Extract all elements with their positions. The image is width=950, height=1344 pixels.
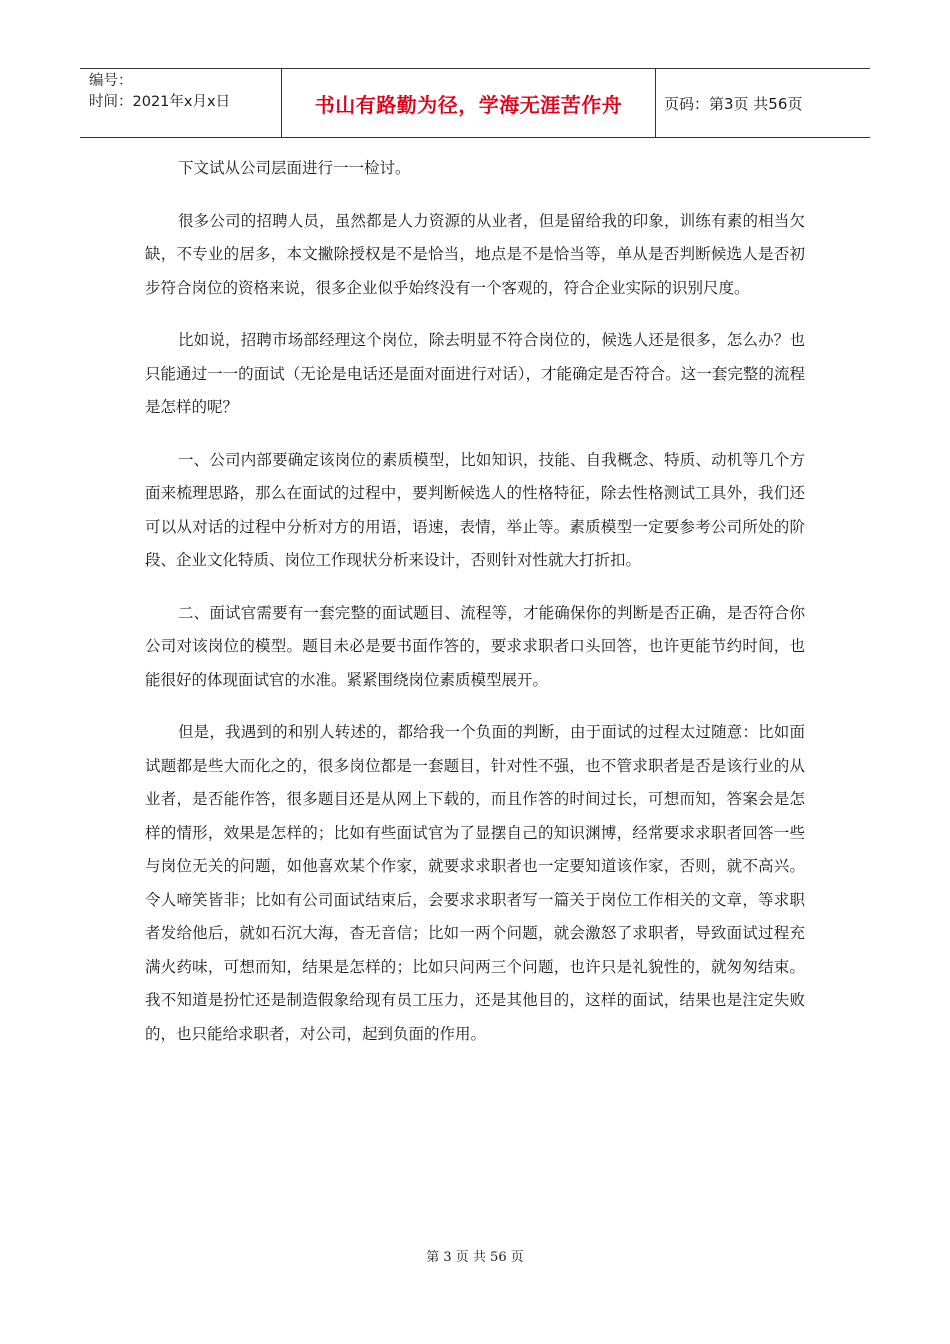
- footer-page-number: 第 3 页 共 56 页: [426, 1250, 524, 1265]
- header-slogan: 书山有路勤为径，学海无涯苦作舟: [314, 92, 623, 117]
- document-number-label: 编号：: [89, 73, 133, 89]
- document-time-label: 时间：2021年x月x日: [89, 94, 231, 110]
- header-slogan-cell: [282, 69, 656, 137]
- paragraph: 一、公司内部要确定该岗位的素质模型，比如知识，技能、自我概念、特质、动机等几个方面来梳理思路，那么在面试的过程中，要判断候选人的性格特征，除去性格测试工具外，我们还可以从对话的过程中分析对方的用语，语速，表情，举止等。素质模型一定要参考公司所处的阶段、企业文化特质、岗位工作现状分析来设计，否则针对性就大打折扣。: [145, 450, 805, 569]
- header-page-cell: [656, 69, 870, 137]
- paragraph: 比如说，招聘市场部经理这个岗位，除去明显不符合岗位的，候选人还是很多，怎么办？也只能通过一一的面试（无论是电话还是面对面进行对话），才能确定是否符合。这一套完整的流程是怎样的呢？: [145, 331, 805, 416]
- paragraph: 下文试从公司层面进行一一检讨。: [178, 159, 411, 177]
- page-footer: [0, 1246, 950, 1265]
- document-header: [80, 68, 870, 138]
- header-info-cell: [80, 69, 282, 137]
- paragraph: 但是，我遇到的和别人转述的，都给我一个负面的判断，由于面试的过程太过随意：比如面试题都是些大而化之的，很多岗位都是一套题目，针对性不强，也不管求职者是否是该行业的从业者，是否能作答，很多题目还是从网上下载的，而且作答的时间过长，可想而知，答案会是怎样的情形，效果是怎样的；比如有些面试官为了显摆自己的知识渊博，经常要求求职者回答一些与岗位无关的问题，如他喜欢某个作家，就要求求职者也一定要知道该作家，否则，就不高兴。令人啼笑皆非；比如有公司面试结束后，会要求求职者写一篇关于岗位工作相关的文章，等求职者发给他后，就如石沉大海，杳无音信；比如一两个问题，就会激怒了求职者，导致面试过程充满火药味，可想而知，结果是怎样的；比如只问两三个问题，也许只是礼貌性的，就匆匆结束。我不知道是扮忙还是制造假象给现有员工压力，还是其他目的，这样的面试，结果也是注定失败的，也只能给求职者，对公司，起到负面的作用。: [145, 723, 805, 1043]
- document-body: [145, 152, 805, 1070]
- paragraph: 二、面试官需要有一套完整的面试题目、流程等，才能确保你的判断是否正确，是否符合你公司对该岗位的模型。题目未必是要书面作答的，要求求职者口头回答，也许更能节约时间，也能很好的体现面试官的水准。紧紧围绕岗位素质模型展开。: [145, 603, 805, 689]
- header-page-number: 页码：第3页 共56页: [664, 94, 803, 113]
- paragraph: 很多公司的招聘人员，虽然都是人力资源的从业者，但是留给我的印象，训练有素的相当欠缺，不专业的居多，本文撇除授权是不是恰当，地点是不是恰当等，单从是否判断候选人是否初步符合岗位的资格来说，很多企业似乎始终没有一个客观的，符合企业实际的识别尺度。: [145, 211, 805, 297]
